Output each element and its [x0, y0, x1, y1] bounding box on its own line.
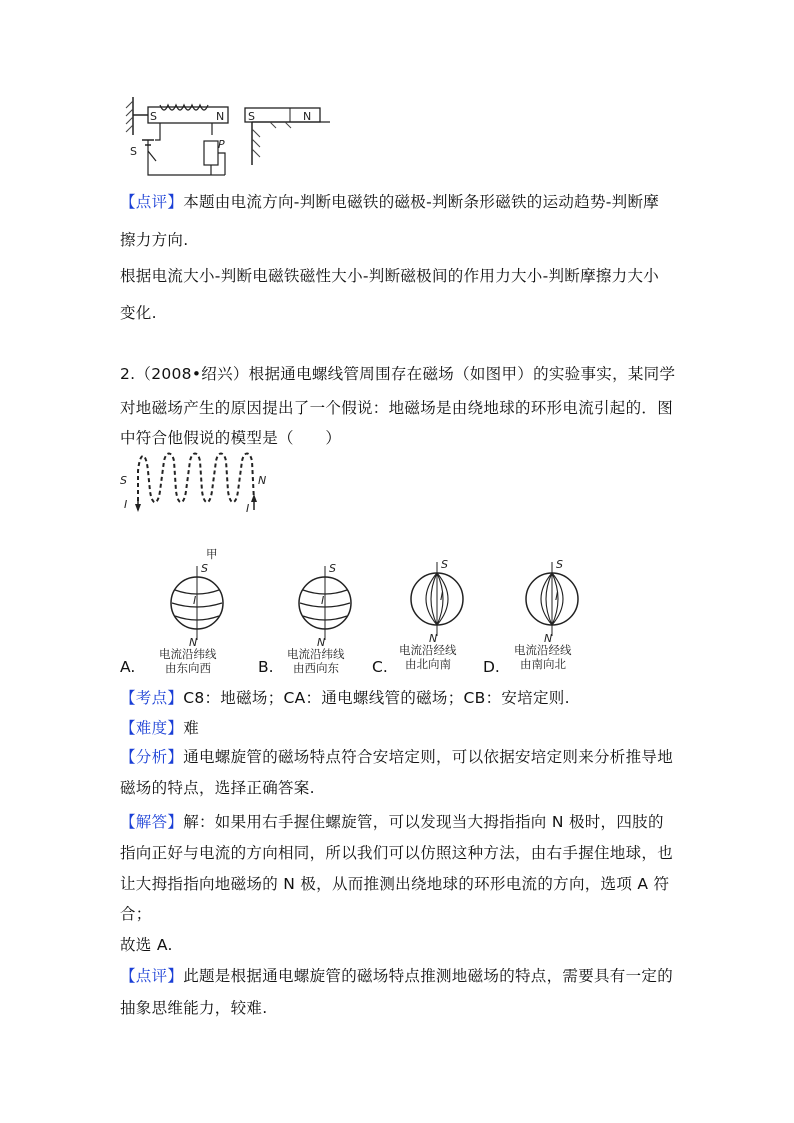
kaodian-line	[120, 686, 570, 708]
option-d-n-label: N	[544, 632, 553, 645]
jieda-tag: 【解答】	[120, 813, 184, 831]
fenxi-text: 通电螺旋管的磁场特点符合安培定则，可以依据安培定则来分析推导地	[183, 748, 674, 766]
review2-text: 此题是根据通电螺旋管的磁场特点推测地磁场的特点，需要具有一定的	[183, 967, 674, 985]
jieda-line4: 合；	[120, 905, 152, 923]
switch-s-label: S	[130, 145, 137, 158]
nandu-tag: 【难度】	[120, 719, 184, 737]
nandu-line	[120, 716, 199, 738]
option-a-i-label: I	[193, 594, 197, 607]
review1-line3: 根据电流大小-判断电磁铁磁性大小-判断磁极间的作用力大小-判断摩擦力大小	[120, 267, 660, 285]
left-s-pole-label: S	[150, 110, 157, 123]
review1-line2: 擦力方向.	[120, 231, 189, 249]
nandu-text: 难	[183, 719, 200, 737]
review1-line1	[120, 190, 659, 212]
fenxi-line2: 磁场的特点，选择正确答案.	[120, 779, 315, 797]
bar-n-pole-label: N	[303, 110, 312, 123]
option-b-caption2: 由西向东	[293, 661, 339, 675]
option-d-globe	[510, 554, 610, 669]
jieda-line2: 指向正好与电流的方向相同，所以我们可以仿照这种方法，由右手握住地球，也	[120, 844, 674, 862]
figure-jia-caption: 甲	[206, 547, 218, 561]
solenoid-i-right: I	[246, 502, 250, 515]
option-d-caption2: 由南向北	[520, 657, 566, 671]
option-d-s-label: S	[556, 558, 563, 571]
review2-line2: 抽象思维能力，较难.	[120, 999, 268, 1017]
option-c-globe	[395, 554, 495, 669]
option-b-i-label: I	[321, 594, 325, 607]
question2-line3: 中符合他假说的模型是（ ）	[120, 429, 342, 447]
review2-line1	[120, 964, 673, 986]
option-c-letter[interactable]: C.	[372, 658, 388, 676]
review-text: 本题由电流方向-判断电磁铁的磁极-判断条形磁铁的运动趋势-判断摩	[183, 193, 660, 211]
question2-line1: 2.（2008•绍兴）根据通电螺线管周围存在磁场（如图甲）的实验事实，某同学	[120, 365, 676, 383]
kaodian-tag: 【考点】	[120, 689, 184, 707]
electromagnet-circuit-figure	[120, 95, 460, 185]
option-b-letter[interactable]: B.	[258, 658, 274, 676]
option-a-letter[interactable]: A.	[120, 658, 136, 676]
jieda-line3: 让大拇指指向地磁场的 N 极，从而推测出绕地球的环形电流的方向，选项 A 符	[120, 875, 670, 893]
review1-line4: 变化.	[120, 304, 157, 322]
kaodian-text: C8：地磁场；CA：通电螺线管的磁场；CB：安培定则.	[183, 689, 570, 707]
review2-tag: 【点评】	[120, 967, 184, 985]
option-d-i-label: I	[555, 590, 559, 603]
option-d-caption1: 电流沿经线	[514, 643, 572, 657]
solenoid-n-label: N	[258, 474, 267, 487]
fenxi-line1	[120, 745, 673, 767]
jieda-text: 解：如果用右手握住螺旋管，可以发现当大拇指指向 N 极时，四肢的	[183, 813, 664, 831]
option-b-n-label: N	[317, 636, 326, 649]
option-c-i-label: I	[440, 590, 444, 603]
option-c-caption2: 由北向南	[405, 657, 451, 671]
fenxi-tag: 【分析】	[120, 748, 184, 766]
option-a-caption1: 电流沿纬线	[159, 647, 217, 661]
option-b-caption1: 电流沿纬线	[287, 647, 345, 661]
slider-p-label: P	[218, 138, 225, 151]
option-c-s-label: S	[441, 558, 448, 571]
solenoid-s-label: S	[120, 474, 127, 487]
left-n-pole-label: N	[216, 110, 225, 123]
option-b-globe	[283, 558, 383, 673]
jieda-line1	[120, 810, 664, 832]
option-a-globe	[155, 558, 255, 673]
option-c-caption1: 电流沿经线	[399, 643, 457, 657]
review-tag: 【点评】	[120, 193, 184, 211]
bar-s-pole-label: S	[248, 110, 255, 123]
option-a-s-label: S	[201, 562, 208, 575]
option-d-letter[interactable]: D.	[483, 658, 500, 676]
option-c-n-label: N	[429, 632, 438, 645]
option-a-caption2: 由东向西	[165, 661, 211, 675]
solenoid-i-left: I	[124, 498, 128, 511]
question2-line2: 对地磁场产生的原因提出了一个假说：地磁场是由绕地球的环形电流引起的．图	[120, 399, 674, 417]
solenoid-figure-jia	[118, 446, 288, 566]
option-b-s-label: S	[329, 562, 336, 575]
option-a-n-label: N	[189, 636, 198, 649]
jieda-line5: 故选 A.	[120, 936, 173, 954]
